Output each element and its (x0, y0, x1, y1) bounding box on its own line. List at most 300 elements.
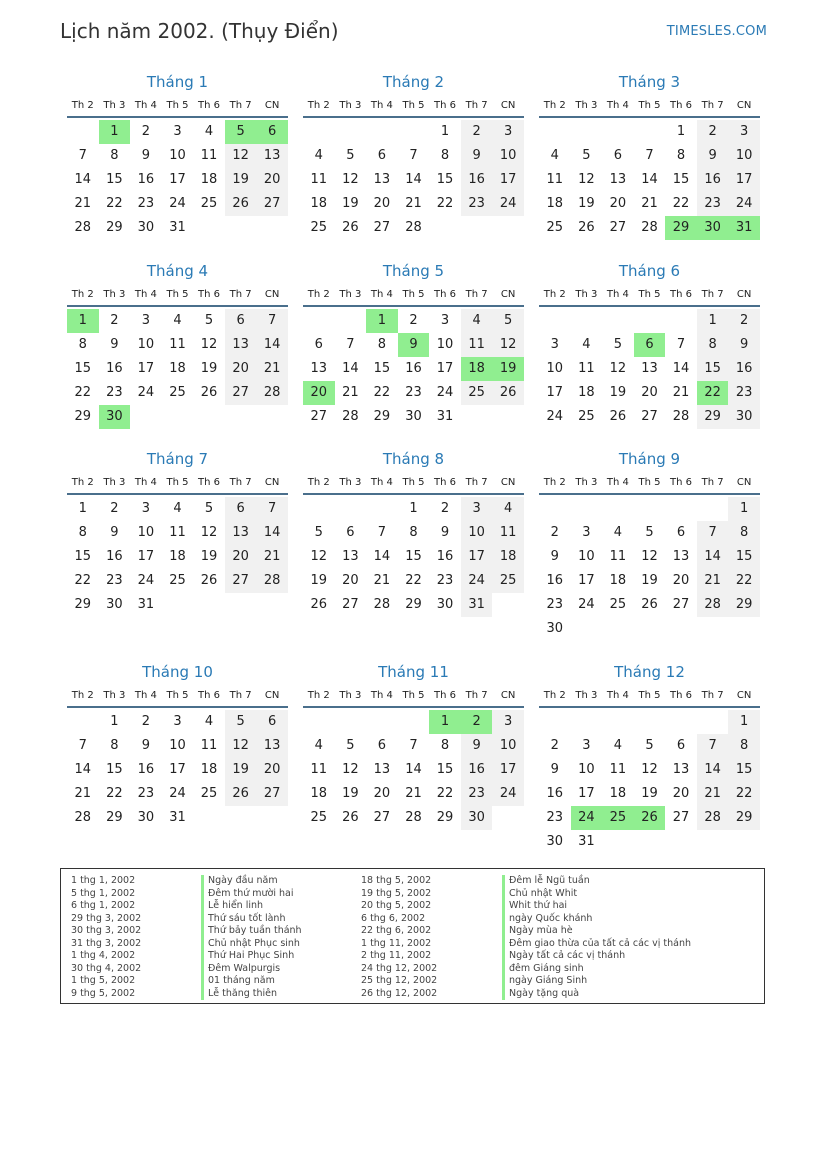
week-row (67, 168, 288, 192)
empty-cell (335, 120, 367, 144)
weekday-label: Th 5 (166, 477, 189, 488)
day-cell: 14 (672, 361, 690, 376)
day-cell: 18 (200, 172, 218, 187)
legend-date: 30 thg 4, 2002 (71, 962, 142, 974)
day-cell: 12 (578, 172, 595, 187)
weekend-day: 26 (225, 782, 257, 806)
weekend-day: 13 (256, 144, 288, 168)
weekday-label: CN (500, 477, 516, 488)
day-cell: 27 (373, 220, 391, 235)
weekday-label: Th 6 (434, 477, 457, 488)
weekend-day: 7 (256, 309, 288, 333)
weekday-label: Th 3 (575, 690, 598, 701)
empty-cell (429, 216, 461, 240)
weekend-day: 10 (461, 521, 493, 545)
weekday-label: Th 5 (402, 477, 425, 488)
day-cell: 7 (645, 148, 654, 163)
day-cell: 14 (405, 172, 422, 187)
empty-cell (303, 309, 335, 333)
day-cell: 3 (141, 313, 151, 328)
day-cell: 18 (200, 762, 218, 777)
weekday-label: Th 6 (434, 100, 457, 111)
empty-cell (697, 830, 729, 854)
day-cell: 31 (169, 220, 186, 235)
weekday-label: Th 4 (134, 289, 157, 300)
weekday-label: Th 6 (434, 289, 457, 300)
day-cell: 16 (106, 549, 123, 564)
legend-holiday-name: Đêm lễ Ngũ tuần (502, 875, 691, 888)
day-cell: 11 (200, 738, 218, 753)
weekend-day: 17 (492, 758, 524, 782)
weekend-day: 7 (256, 497, 288, 521)
weekend-day: 22 (728, 782, 760, 806)
weekday-label: Th 5 (638, 289, 661, 300)
week-row (539, 782, 760, 806)
day-cell: 19 (342, 786, 359, 801)
empty-cell (728, 830, 760, 854)
day-cell: 24 (169, 196, 186, 211)
day-cell: 24 (578, 597, 595, 612)
day-cell: 11 (578, 361, 595, 376)
weekend-day: 8 (728, 734, 760, 758)
day-cell: 19 (578, 196, 595, 211)
empty-cell (539, 309, 571, 333)
weekday-label: Th 3 (339, 289, 362, 300)
day-cell: 25 (609, 597, 627, 612)
weekend-day: 8 (728, 521, 760, 545)
weekend-day: 23 (697, 192, 729, 216)
weekday-label: Th 3 (339, 477, 362, 488)
day-cell: 26 (310, 597, 328, 612)
weekend-day: 17 (461, 545, 493, 569)
weekday-label: Th 6 (198, 289, 221, 300)
week-row (67, 593, 288, 617)
day-cell: 23 (405, 385, 422, 400)
day-cell: 15 (436, 762, 454, 777)
weekend-day: 27 (225, 381, 257, 405)
legend-names-col-1 (201, 875, 302, 1000)
day-cell: 2 (440, 501, 450, 516)
weekend-day: 23 (728, 381, 760, 405)
day-cell: 31 (578, 834, 595, 849)
holiday-day: 6 (634, 333, 666, 357)
day-cell: 27 (641, 409, 658, 424)
weekend-day: 14 (697, 758, 729, 782)
weekend-day: 5 (492, 309, 524, 333)
legend-date: 25 thg 12, 2002 (361, 975, 438, 986)
day-cell: 1 (409, 501, 418, 516)
day-cell: 3 (550, 337, 559, 352)
day-cell: 25 (200, 786, 218, 801)
weekday-label: CN (264, 100, 280, 111)
day-cell: 28 (641, 220, 658, 235)
holiday-day: 24 (571, 806, 603, 830)
day-cell: 19 (310, 573, 328, 588)
legend-holiday-name: Chủ nhật Whit (502, 888, 691, 901)
week-row (303, 710, 524, 734)
weekend-day: 13 (256, 734, 288, 758)
legend-holiday-name: Thứ sáu tốt lành (201, 913, 302, 926)
holiday-day: 19 (492, 357, 524, 381)
day-cell: 1 (78, 501, 87, 516)
day-cell: 17 (169, 762, 186, 777)
day-cell: 28 (74, 810, 92, 825)
day-cell: 27 (672, 597, 690, 612)
weekend-day: 24 (492, 782, 524, 806)
weekday-label: Th 6 (198, 690, 221, 701)
legend-date: 1 thg 4, 2002 (71, 950, 136, 961)
month-title: Tháng 3 (618, 73, 681, 91)
day-cell: 16 (137, 172, 155, 187)
weekday-label: Th 4 (370, 100, 393, 111)
holiday-day: 9 (398, 333, 430, 357)
day-cell: 12 (609, 361, 627, 376)
week-row (303, 168, 524, 192)
day-cell: 25 (169, 573, 186, 588)
legend-date: 31 thg 3, 2002 (71, 937, 142, 949)
day-cell: 6 (377, 148, 387, 163)
holiday-day: 1 (366, 309, 398, 333)
weekday-label: Th 2 (543, 289, 566, 300)
empty-cell (571, 497, 603, 521)
week-row (303, 333, 524, 357)
legend-holiday-name: Ngày đầu năm (201, 875, 302, 888)
day-cell: 8 (78, 337, 87, 352)
weekday-label: Th 3 (575, 100, 598, 111)
day-cell: 8 (676, 148, 686, 163)
legend-date: 18 thg 5, 2002 (361, 875, 432, 886)
empty-cell (256, 216, 288, 240)
day-cell: 30 (546, 621, 564, 636)
day-cell: 14 (405, 762, 422, 777)
weekend-day: 3 (492, 120, 524, 144)
weekend-day: 9 (697, 144, 729, 168)
day-cell: 7 (78, 148, 87, 163)
empty-cell (539, 497, 571, 521)
empty-cell (303, 120, 335, 144)
day-cell: 5 (645, 738, 654, 753)
week-row (303, 216, 524, 240)
day-cell: 22 (106, 786, 123, 801)
holiday-day: 5 (225, 120, 257, 144)
day-cell: 16 (106, 361, 123, 376)
empty-cell (193, 405, 225, 429)
day-cell: 22 (106, 196, 123, 211)
weekend-day: 1 (728, 710, 760, 734)
weekday-label: Th 2 (543, 690, 566, 701)
day-cell: 20 (342, 573, 359, 588)
day-cell: 29 (373, 409, 391, 424)
month-title: Tháng 8 (382, 450, 445, 468)
day-cell: 25 (578, 409, 595, 424)
weekend-day: 17 (492, 168, 524, 192)
weekday-label: Th 3 (339, 100, 362, 111)
day-cell: 8 (110, 738, 119, 753)
weekday-label: Th 5 (638, 690, 661, 701)
empty-cell (697, 497, 729, 521)
day-cell: 2 (409, 313, 418, 328)
day-cell: 11 (169, 525, 186, 540)
weekend-day: 3 (728, 120, 760, 144)
empty-cell (602, 710, 634, 734)
day-cell: 10 (169, 148, 186, 163)
day-cell: 5 (204, 313, 214, 328)
week-row (303, 593, 524, 617)
weekend-day: 15 (728, 545, 760, 569)
legend-date: 1 thg 5, 2002 (71, 975, 136, 986)
empty-cell (335, 309, 367, 333)
legend-holiday-name: ngày Giáng Sinh (502, 975, 691, 988)
day-cell: 8 (78, 525, 87, 540)
brand-link[interactable]: TIMESLES.COM (666, 24, 767, 39)
legend-holiday-name: Ngày mùa hè (502, 925, 691, 938)
day-cell: 28 (373, 597, 391, 612)
week-row (67, 333, 288, 357)
holiday-day: 30 (697, 216, 729, 240)
empty-cell (461, 216, 493, 240)
day-cell: 24 (546, 409, 564, 424)
week-row (539, 593, 760, 617)
weekend-day: 26 (225, 192, 257, 216)
day-cell: 13 (310, 361, 328, 376)
weekday-label: Th 4 (606, 100, 629, 111)
week-row (67, 497, 288, 521)
weekday-header (539, 688, 760, 708)
day-cell: 26 (578, 220, 595, 235)
legend-date: 2 thg 11, 2002 (361, 950, 432, 961)
legend-dates-col-2 (361, 875, 437, 1000)
weekday-label: Th 4 (606, 477, 629, 488)
month-title: Tháng 10 (142, 663, 213, 681)
day-cell: 20 (641, 385, 658, 400)
empty-cell (193, 593, 225, 617)
day-cell: 30 (546, 834, 564, 849)
weekend-day: 4 (492, 497, 524, 521)
day-cell: 3 (173, 714, 182, 729)
day-cell: 24 (436, 385, 454, 400)
weekend-day: 2 (697, 120, 729, 144)
legend-date: 1 thg 11, 2002 (361, 937, 432, 949)
day-cell: 3 (582, 525, 591, 540)
day-cell: 25 (546, 220, 564, 235)
day-cell: 26 (342, 810, 359, 825)
day-cell: 8 (377, 337, 387, 352)
week-row (539, 734, 760, 758)
day-cell: 10 (578, 549, 595, 564)
weekend-day: 28 (697, 593, 729, 617)
week-row (67, 192, 288, 216)
holiday-day: 26 (634, 806, 666, 830)
legend-date: 1 thg 1, 2002 (71, 875, 136, 886)
weekend-day: 11 (461, 333, 493, 357)
weekday-label: Th 7 (701, 289, 724, 300)
day-cell: 12 (200, 337, 218, 352)
day-cell: 4 (314, 738, 323, 753)
day-cell: 22 (74, 385, 92, 400)
day-cell: 9 (110, 525, 119, 540)
weekday-label: Th 3 (103, 289, 126, 300)
weekend-day: 29 (728, 593, 760, 617)
day-cell: 16 (546, 573, 564, 588)
weekend-day: 16 (728, 357, 760, 381)
day-cell: 21 (74, 196, 92, 211)
day-cell: 13 (672, 762, 690, 777)
day-cell: 15 (74, 549, 92, 564)
day-cell: 4 (173, 313, 182, 328)
day-cell: 24 (169, 786, 186, 801)
holiday-day: 2 (461, 710, 493, 734)
day-cell: 6 (377, 738, 387, 753)
empty-cell (665, 497, 697, 521)
holiday-day: 1 (99, 120, 131, 144)
week-row (67, 782, 288, 806)
weekday-label: Th 7 (701, 477, 724, 488)
day-cell: 16 (405, 361, 422, 376)
week-row (67, 405, 288, 429)
holiday-day: 18 (461, 357, 493, 381)
day-cell: 22 (436, 786, 454, 801)
day-cell: 6 (314, 337, 323, 352)
day-cell: 26 (641, 597, 658, 612)
day-cell: 27 (609, 220, 627, 235)
weekend-day: 27 (256, 192, 288, 216)
day-cell: 11 (310, 762, 328, 777)
day-cell: 30 (436, 597, 454, 612)
day-cell: 23 (106, 573, 123, 588)
day-cell: 5 (204, 501, 214, 516)
weekday-label: Th 3 (103, 690, 126, 701)
day-cell: 6 (346, 525, 355, 540)
day-cell: 3 (141, 501, 151, 516)
weekend-day: 20 (256, 168, 288, 192)
week-row (303, 545, 524, 569)
day-cell: 5 (645, 525, 654, 540)
weekday-label: Th 5 (638, 477, 661, 488)
weekend-day: 21 (256, 545, 288, 569)
empty-cell (225, 405, 257, 429)
weekend-day: 20 (225, 357, 257, 381)
empty-cell (225, 806, 257, 830)
day-cell: 17 (137, 549, 155, 564)
day-cell: 19 (609, 385, 627, 400)
day-cell: 25 (200, 196, 218, 211)
empty-cell (225, 216, 257, 240)
weekday-header (303, 475, 524, 495)
weekend-day: 5 (225, 710, 257, 734)
week-row (303, 144, 524, 168)
weekend-day: 19 (225, 168, 257, 192)
weekend-day: 27 (256, 782, 288, 806)
day-cell: 9 (550, 549, 559, 564)
day-cell: 14 (373, 549, 391, 564)
day-cell: 8 (409, 525, 418, 540)
empty-cell (492, 216, 524, 240)
day-cell: 13 (609, 172, 627, 187)
weekday-header (303, 98, 524, 118)
day-cell: 4 (613, 738, 623, 753)
empty-cell (335, 710, 367, 734)
day-cell: 4 (204, 714, 214, 729)
week-row (67, 144, 288, 168)
weekend-day: 29 (728, 806, 760, 830)
weekend-day: 24 (728, 192, 760, 216)
empty-cell (602, 617, 634, 641)
weekday-label: CN (264, 690, 280, 701)
day-cell: 21 (405, 196, 422, 211)
weekday-label: Th 4 (370, 690, 393, 701)
day-cell: 28 (342, 409, 359, 424)
legend-holiday-name: ngày Quốc khánh (502, 913, 691, 926)
legend-date: 20 thg 5, 2002 (361, 900, 432, 911)
month-block (539, 662, 760, 854)
day-cell: 21 (641, 196, 658, 211)
day-cell: 10 (436, 337, 454, 352)
empty-cell (602, 309, 634, 333)
weekday-header (67, 688, 288, 708)
day-cell: 10 (137, 337, 155, 352)
week-row (67, 545, 288, 569)
weekday-label: Th 7 (465, 289, 488, 300)
day-cell: 6 (613, 148, 623, 163)
legend-holiday-name: Chủ nhật Phục sinh (201, 938, 302, 951)
day-cell: 29 (106, 220, 123, 235)
weekday-label: Th 3 (575, 289, 598, 300)
day-cell: 2 (141, 714, 151, 729)
legend-date: 6 thg 1, 2002 (71, 900, 136, 911)
weekend-day: 6 (225, 497, 257, 521)
legend-holiday-name: Lễ thăng thiên (201, 988, 302, 1001)
weekday-label: Th 4 (606, 289, 629, 300)
week-row (67, 521, 288, 545)
day-cell: 17 (436, 361, 454, 376)
day-cell: 22 (373, 385, 391, 400)
month-title: Tháng 9 (618, 450, 681, 468)
month-block (67, 261, 288, 429)
weekday-label: Th 5 (166, 690, 189, 701)
week-row (539, 521, 760, 545)
weekend-day: 8 (697, 333, 729, 357)
day-cell: 17 (546, 385, 564, 400)
day-cell: 23 (546, 597, 564, 612)
empty-cell (492, 593, 524, 617)
day-cell: 18 (310, 196, 328, 211)
weekend-day: 12 (492, 333, 524, 357)
empty-cell (162, 593, 194, 617)
week-row (67, 216, 288, 240)
weekday-label: Th 2 (307, 477, 330, 488)
weekday-header (67, 287, 288, 307)
day-cell: 11 (310, 172, 328, 187)
day-cell: 28 (405, 810, 422, 825)
weekday-label: Th 4 (370, 289, 393, 300)
day-cell: 28 (405, 220, 422, 235)
weekend-day: 9 (728, 333, 760, 357)
weekday-label: CN (736, 477, 752, 488)
empty-cell (366, 497, 398, 521)
day-cell: 17 (169, 172, 186, 187)
day-cell: 21 (373, 573, 391, 588)
empty-cell (665, 710, 697, 734)
holiday-day: 30 (99, 405, 131, 429)
week-row (303, 357, 524, 381)
month-title: Tháng 6 (618, 262, 681, 280)
day-cell: 19 (342, 196, 359, 211)
day-cell: 7 (409, 148, 418, 163)
day-cell: 30 (137, 810, 155, 825)
weekday-label: Th 2 (307, 289, 330, 300)
empty-cell (571, 710, 603, 734)
weekday-label: Th 2 (71, 477, 94, 488)
